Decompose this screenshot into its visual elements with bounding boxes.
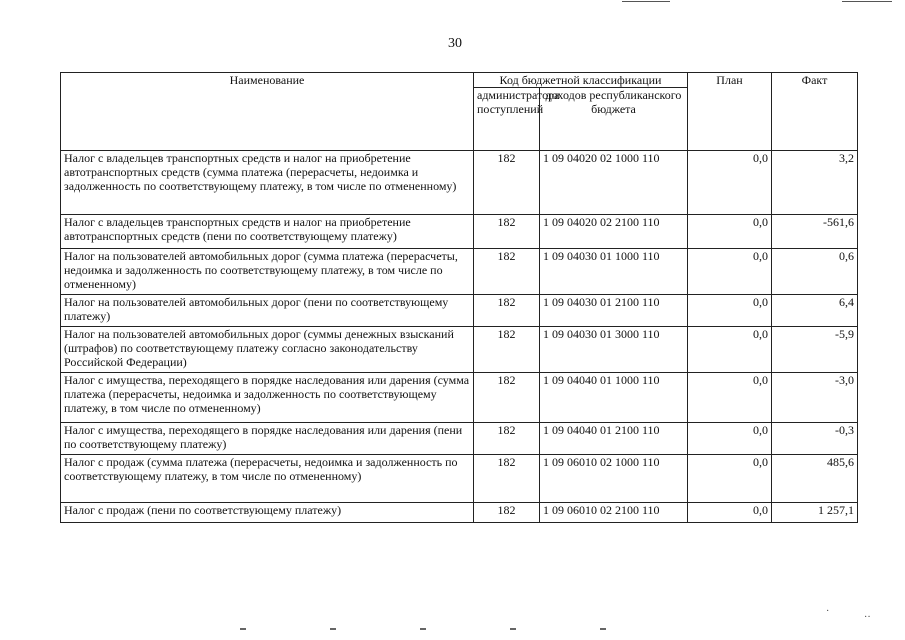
table-row — [61, 249, 858, 295]
row-admin-code: 182 — [474, 373, 540, 423]
scan-speck: · — [826, 606, 830, 617]
scan-speck: ·· — [864, 612, 871, 623]
row-admin-code: 182 — [474, 327, 540, 373]
row-admin-code: 182 — [474, 151, 540, 215]
row-fact: -561,6 — [772, 215, 858, 249]
row-plan: 0,0 — [688, 455, 772, 503]
row-name: Налог на пользователей автомобильных дорог (пени по соответствующему платежу) — [61, 295, 474, 327]
column-header-revenue: доходов республиканского бюджета — [540, 88, 688, 151]
row-plan: 0,0 — [688, 151, 772, 215]
row-admin-code: 182 — [474, 423, 540, 455]
row-budget-code: 1 09 04030 01 1000 110 — [540, 249, 688, 295]
row-budget-code: 1 09 04040 01 2100 110 — [540, 423, 688, 455]
table-row — [61, 215, 858, 249]
row-fact: 0,6 — [772, 249, 858, 295]
header-row-top — [61, 73, 858, 88]
row-budget-code: 1 09 04030 01 2100 110 — [540, 295, 688, 327]
row-name: Налог с владельцев транспортных средств и налог на приобретение автотранспортных средств (сумма платежа (перерасчеты, недоимка и задолженность по соответствующему платежу, в том числе по отмененному) — [61, 151, 474, 215]
row-name: Налог с имущества, переходящего в порядке наследования или дарения (пени по соответствующему платежу) — [61, 423, 474, 455]
row-budget-code: 1 09 06010 02 1000 110 — [540, 455, 688, 503]
row-fact: 6,4 — [772, 295, 858, 327]
row-fact: -5,9 — [772, 327, 858, 373]
row-budget-code: 1 09 04040 01 1000 110 — [540, 373, 688, 423]
row-fact: 485,6 — [772, 455, 858, 503]
table-row — [61, 295, 858, 327]
scan-rule-mark — [842, 1, 892, 2]
column-header-code-group: Код бюджетной классификации — [474, 73, 688, 88]
table-row — [61, 455, 858, 503]
row-plan: 0,0 — [688, 373, 772, 423]
table-row — [61, 503, 858, 523]
row-name: Налог с имущества, переходящего в порядке наследования или дарения (сумма платежа (перерасчеты, недоимка и задолженность по соответствующему платежу, в том числе по отмененному) — [61, 373, 474, 423]
row-plan: 0,0 — [688, 327, 772, 373]
row-admin-code: 182 — [474, 295, 540, 327]
row-budget-code: 1 09 06010 02 2100 110 — [540, 503, 688, 523]
row-plan: 0,0 — [688, 503, 772, 523]
row-budget-code: 1 09 04020 02 2100 110 — [540, 215, 688, 249]
row-fact: 1 257,1 — [772, 503, 858, 523]
table-row — [61, 423, 858, 455]
row-admin-code: 182 — [474, 503, 540, 523]
row-plan: 0,0 — [688, 423, 772, 455]
row-admin-code: 182 — [474, 455, 540, 503]
row-name: Налог на пользователей автомобильных дорог (суммы денежных взысканий (штрафов) по соответствующему платежу согласно законодательству Российской Федерации) — [61, 327, 474, 373]
row-budget-code: 1 09 04020 02 1000 110 — [540, 151, 688, 215]
row-budget-code: 1 09 04030 01 3000 110 — [540, 327, 688, 373]
page-number: 30 — [448, 36, 462, 51]
table-row — [61, 151, 858, 215]
row-plan: 0,0 — [688, 215, 772, 249]
row-plan: 0,0 — [688, 295, 772, 327]
column-header-admin: администратора поступлений — [474, 88, 540, 151]
row-name: Налог с продаж (пени по соответствующему платежу) — [61, 503, 474, 523]
column-header-fact: Факт — [772, 73, 858, 151]
row-fact: -3,0 — [772, 373, 858, 423]
row-admin-code: 182 — [474, 215, 540, 249]
budget-revenue-table — [60, 72, 858, 523]
column-header-plan: План — [688, 73, 772, 151]
column-header-name: Наименование — [61, 73, 474, 151]
row-fact: -0,3 — [772, 423, 858, 455]
row-name: Налог на пользователей автомобильных дорог (сумма платежа (перерасчеты, недоимка и задолженность по соответствующему платежу, в том числе по отмененному) — [61, 249, 474, 295]
scan-rule-mark — [622, 1, 670, 2]
scan-bottom-marks — [240, 628, 680, 630]
table-row — [61, 327, 858, 373]
row-fact: 3,2 — [772, 151, 858, 215]
table-row — [61, 373, 858, 423]
row-admin-code: 182 — [474, 249, 540, 295]
row-name: Налог с владельцев транспортных средств и налог на приобретение автотранспортных средств (пени по соответствующему платежу) — [61, 215, 474, 249]
row-name: Налог с продаж (сумма платежа (перерасчеты, недоимка и задолженность по соответствующему платежу, в том числе по отмененному) — [61, 455, 474, 503]
row-plan: 0,0 — [688, 249, 772, 295]
